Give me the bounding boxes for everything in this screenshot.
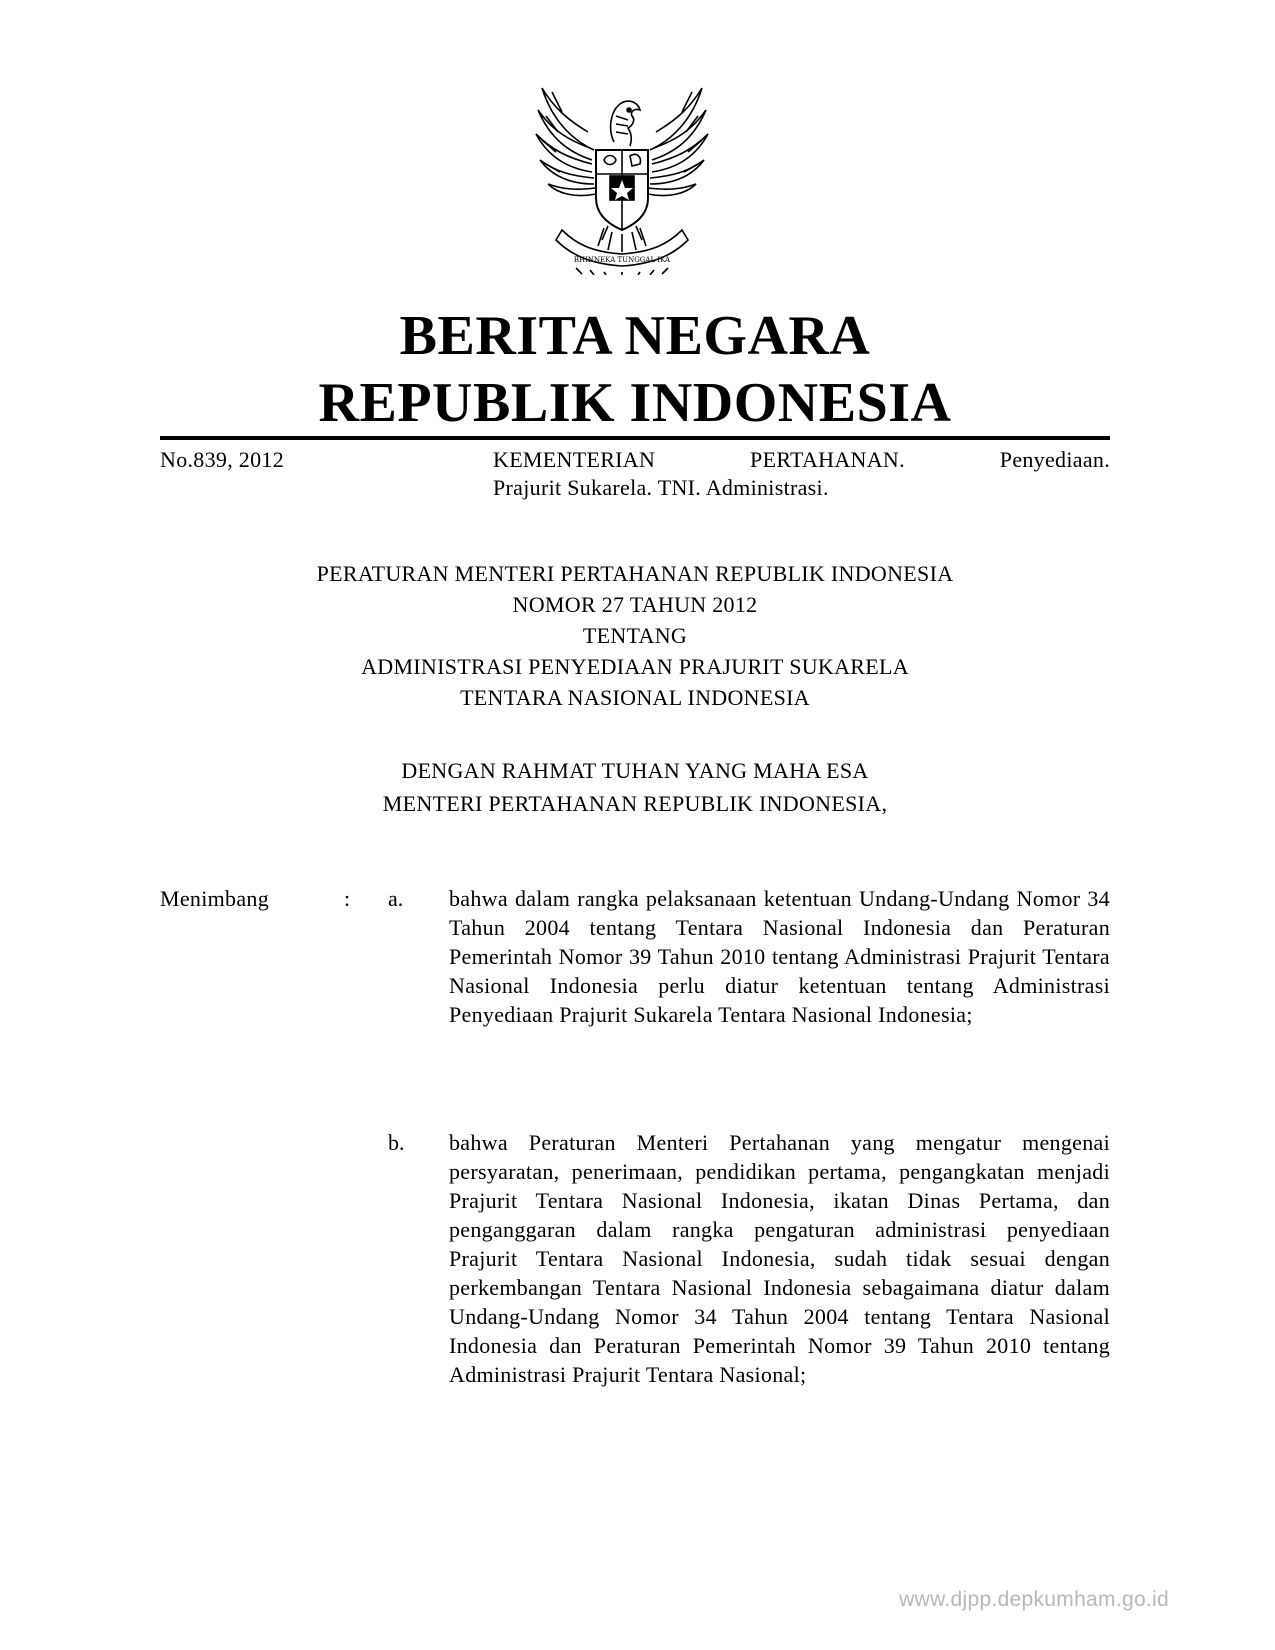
title-line2: NOMOR 27 TAHUN 2012 — [512, 592, 758, 617]
regulation-title — [160, 558, 1110, 713]
title-line4: ADMINISTRASI PENYEDIAAN PRAJURIT SUKARELA — [361, 654, 909, 679]
considering-colon: : — [344, 886, 351, 911]
document-number: No.839, 2012 — [160, 447, 284, 472]
motto-text: BHINNEKA TUNGGAL IKA — [573, 256, 671, 264]
item-text: bahwa dalam rangka pelaksanaan ketentuan Undang-Undang Nomor 34 Tahun 2004 tentang Tentara Nasional Indonesia dan Peraturan Pemerintah Nomor 39 Tahun 2010 tentang Administrasi Prajurit Tentara Nasional Indonesia perlu diatur ketentuan tentang Administrasi Penyediaan Prajurit Sukarela Tentara Nasional Indonesia; — [449, 886, 1110, 1027]
subject-line2: Prajurit Sukarela. TNI. Administrasi. — [493, 475, 829, 500]
title-line3: TENTANG — [582, 623, 688, 648]
title-line5: TENTARA NASIONAL INDONESIA — [460, 685, 810, 710]
item-marker: b. — [388, 1130, 405, 1155]
garuda-pancasila-icon — [532, 80, 712, 275]
masthead-divider — [160, 436, 1110, 440]
document-subject — [493, 446, 1110, 502]
considering-label: Menimbang — [160, 886, 270, 911]
subject-line1: KEMENTERIAN PERTAHANAN. Penyediaan. — [493, 447, 1110, 472]
masthead-title-line1: BERITA NEGARA — [399, 305, 871, 367]
preamble-line1: DENGAN RAHMAT TUHAN YANG MAHA ESA — [401, 758, 869, 783]
title-line1: PERATURAN MENTERI PERTAHANAN REPUBLIK INDONESIA — [316, 561, 954, 586]
garuda-emblem — [532, 80, 712, 275]
item-text: bahwa Peraturan Menteri Pertahanan yang mengatur mengenai persyaratan, penerimaan, pendidikan pertama, pengangkatan menjadi Prajurit Tentara Nasional Indonesia, ikatan Dinas Pertama, dan penganggaran dalam rangka pengaturan administrasi penyediaan Prajurit Tentara Nasional Indonesia, sudah tidak sesuai dengan perkembangan Tentara Nasional Indonesia sebagaimana diatur dalam Undang-Undang Nomor 34 Tahun 2004 tentang Tentara Nasional Indonesia dan Peraturan Pemerintah Nomor 39 Tahun 2010 tentang Administrasi Prajurit Tentara Nasional; — [449, 1130, 1110, 1387]
preamble — [160, 754, 1110, 820]
item-marker: a. — [388, 886, 404, 911]
masthead-title-line2: REPUBLIK INDONESIA — [318, 372, 952, 434]
preamble-line2: MENTERI PERTAHANAN REPUBLIK INDONESIA, — [382, 791, 888, 816]
source-watermark: www.djpp.depkumham.go.id — [899, 1588, 1169, 1611]
